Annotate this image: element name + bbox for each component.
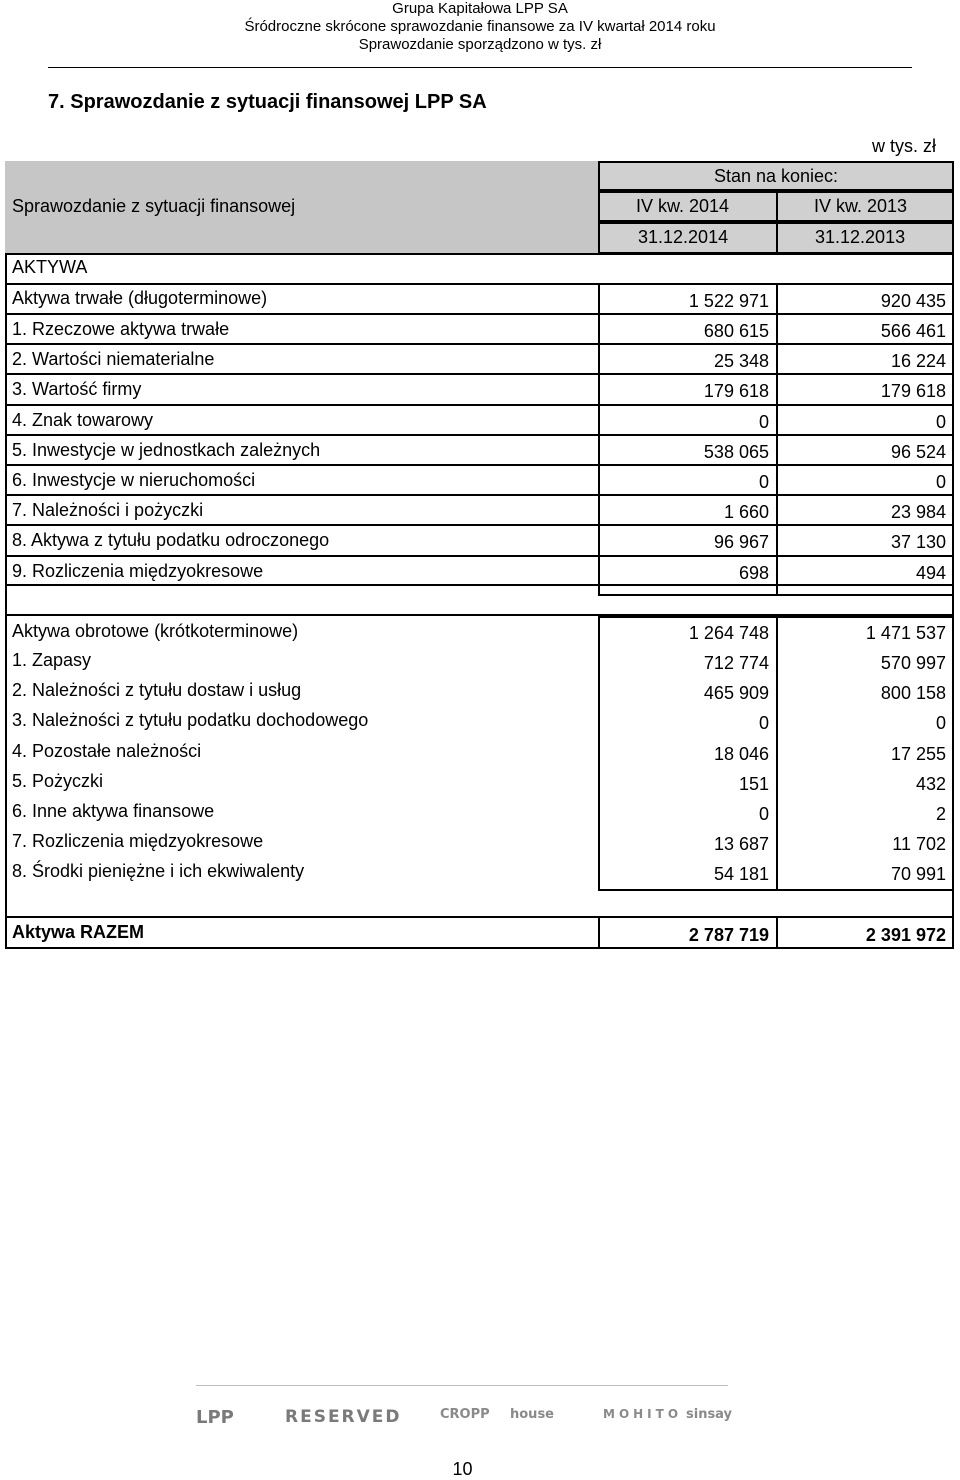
row-value-2013: 570 997 bbox=[880, 653, 946, 673]
row-label: 1. Rzeczowe aktywa trwałe bbox=[12, 319, 230, 339]
col2-period: IV kw. 2013 bbox=[814, 196, 908, 216]
row-value-2013: 432 bbox=[915, 773, 946, 794]
row-value-2014: 25 348 bbox=[713, 351, 769, 372]
row-value-2014: 1 660 bbox=[723, 502, 769, 523]
col1-date: 31.12.2014 bbox=[638, 227, 729, 247]
row-value-2014: 712 774 bbox=[703, 653, 769, 673]
row-label: 1. Zapasy bbox=[12, 650, 92, 670]
noncurrent-total-v1: 1 522 971 bbox=[688, 291, 769, 311]
row-divider bbox=[5, 555, 954, 557]
row-divider bbox=[5, 524, 954, 526]
row-value-2014: 0 bbox=[758, 411, 769, 432]
row-value-2013: 0 bbox=[935, 411, 946, 432]
row-label: 7. Należności i pożyczki bbox=[12, 500, 204, 521]
footer-rule bbox=[196, 1385, 728, 1386]
row-value-2014: 538 065 bbox=[703, 441, 769, 462]
document-header-company: Grupa Kapitałowa LPP SA bbox=[392, 0, 568, 17]
row-value-2014: 0 bbox=[758, 804, 769, 824]
row-divider bbox=[5, 373, 954, 375]
row-value-2014: 698 bbox=[738, 562, 769, 583]
row-label: 8. Środki pieniężne i ich ekwiwalenty bbox=[12, 861, 305, 882]
row-label: 9. Rozliczenia międzyokresowe bbox=[12, 560, 264, 581]
row-label: 6. Inne aktywa finansowe bbox=[12, 801, 215, 821]
row-value-2014: 18 046 bbox=[713, 743, 769, 764]
row-value-2013: 17 255 bbox=[890, 743, 946, 764]
row-value-2013: 2 bbox=[935, 804, 946, 824]
row-value-2014: 96 967 bbox=[713, 532, 769, 553]
row-value-2014: 151 bbox=[738, 773, 769, 794]
row-divider bbox=[5, 464, 954, 466]
grand-total-label: Aktywa RAZEM bbox=[12, 922, 145, 942]
row-divider bbox=[5, 404, 954, 406]
units-label: w tys. zł bbox=[872, 136, 937, 156]
logo-reserved: RESERVED bbox=[285, 1407, 402, 1427]
row-value-2013: 494 bbox=[915, 562, 946, 583]
row-divider bbox=[5, 494, 954, 496]
row-label: 3. Wartość firmy bbox=[12, 379, 142, 400]
header-rule bbox=[48, 67, 912, 68]
page-number: 10 bbox=[452, 1459, 473, 1479]
table-title: Sprawozdanie z sytuacji finansowej bbox=[12, 196, 296, 216]
grand-total-v2: 2 391 972 bbox=[865, 925, 946, 945]
col2-date: 31.12.2013 bbox=[815, 227, 906, 247]
row-divider bbox=[5, 313, 954, 315]
row-divider bbox=[5, 434, 954, 436]
document-header-report: Śródroczne skrócone sprawozdanie finansowe za IV kwartał 2014 roku bbox=[244, 18, 716, 35]
row-label: 2. Wartości niematerialne bbox=[12, 349, 215, 370]
row-value-2013: 96 524 bbox=[890, 441, 946, 462]
row-value-2013: 566 461 bbox=[880, 321, 946, 341]
stan-header-label: Stan na koniec: bbox=[713, 166, 839, 186]
logo-mohito: MOHITO bbox=[603, 1407, 683, 1421]
current-total-v2: 1 471 537 bbox=[865, 623, 946, 643]
current-total-label: Aktywa obrotowe (krótkoterminowe) bbox=[12, 621, 299, 641]
noncurrent-total-v2: 920 435 bbox=[880, 291, 946, 311]
row-label: 5. Inwestycje w jednostkach zależnych bbox=[12, 439, 321, 460]
row-value-2013: 179 618 bbox=[880, 381, 946, 402]
logo-house: house bbox=[510, 1407, 554, 1422]
row-value-2013: 11 702 bbox=[892, 834, 946, 855]
row-value-2014: 0 bbox=[758, 713, 769, 734]
logo-sinsay: sinsay bbox=[686, 1407, 733, 1422]
row-value-2013: 800 158 bbox=[880, 683, 946, 704]
row-divider bbox=[5, 584, 954, 586]
row-value-2014: 680 615 bbox=[703, 321, 769, 341]
logo-lpp: LPP bbox=[196, 1407, 234, 1428]
row-divider bbox=[5, 343, 954, 345]
row-value-2013: 0 bbox=[935, 713, 946, 734]
row-value-2013: 0 bbox=[935, 472, 946, 492]
section-title: 7. Sprawozdanie z sytuacji finansowej LPP SA bbox=[48, 91, 487, 113]
row-value-2014: 179 618 bbox=[703, 381, 769, 402]
aktywa-label: AKTYWA bbox=[12, 257, 88, 277]
row-value-2014: 13 687 bbox=[713, 834, 769, 855]
header-divider bbox=[5, 253, 954, 255]
col1-period: IV kw. 2014 bbox=[636, 196, 730, 216]
row-label: 4. Pozostałe należności bbox=[12, 740, 202, 761]
row-value-2014: 54 181 bbox=[713, 864, 769, 885]
document-header-units: Sprawozdanie sporządzono w tys. zł bbox=[358, 36, 602, 53]
logo-cropp: CROPP bbox=[440, 1407, 490, 1422]
row-value-2014: 465 909 bbox=[703, 683, 769, 704]
row-value-2013: 16 224 bbox=[890, 351, 946, 372]
grand-total-v1: 2 787 719 bbox=[688, 925, 769, 945]
row-label: 2. Należności z tytułu dostaw i usług bbox=[12, 680, 302, 701]
row-label: 3. Należności z tytułu podatku dochodowego bbox=[12, 710, 369, 731]
row-value-2014: 0 bbox=[758, 472, 769, 492]
row-value-2013: 70 991 bbox=[890, 864, 946, 885]
row-value-2013: 23 984 bbox=[890, 502, 946, 523]
row-label: 4. Znak towarowy bbox=[12, 409, 154, 430]
row-label: 6. Inwestycje w nieruchomości bbox=[12, 470, 256, 490]
row-label: 7. Rozliczenia międzyokresowe bbox=[12, 831, 264, 852]
noncurrent-total-label: Aktywa trwałe (długoterminowe) bbox=[12, 288, 268, 308]
row-label: 8. Aktywa z tytułu podatku odroczonego bbox=[12, 530, 330, 551]
row-label: 5. Pożyczki bbox=[12, 770, 104, 791]
current-total-v1: 1 264 748 bbox=[688, 623, 769, 643]
row-value-2013: 37 130 bbox=[890, 532, 946, 553]
